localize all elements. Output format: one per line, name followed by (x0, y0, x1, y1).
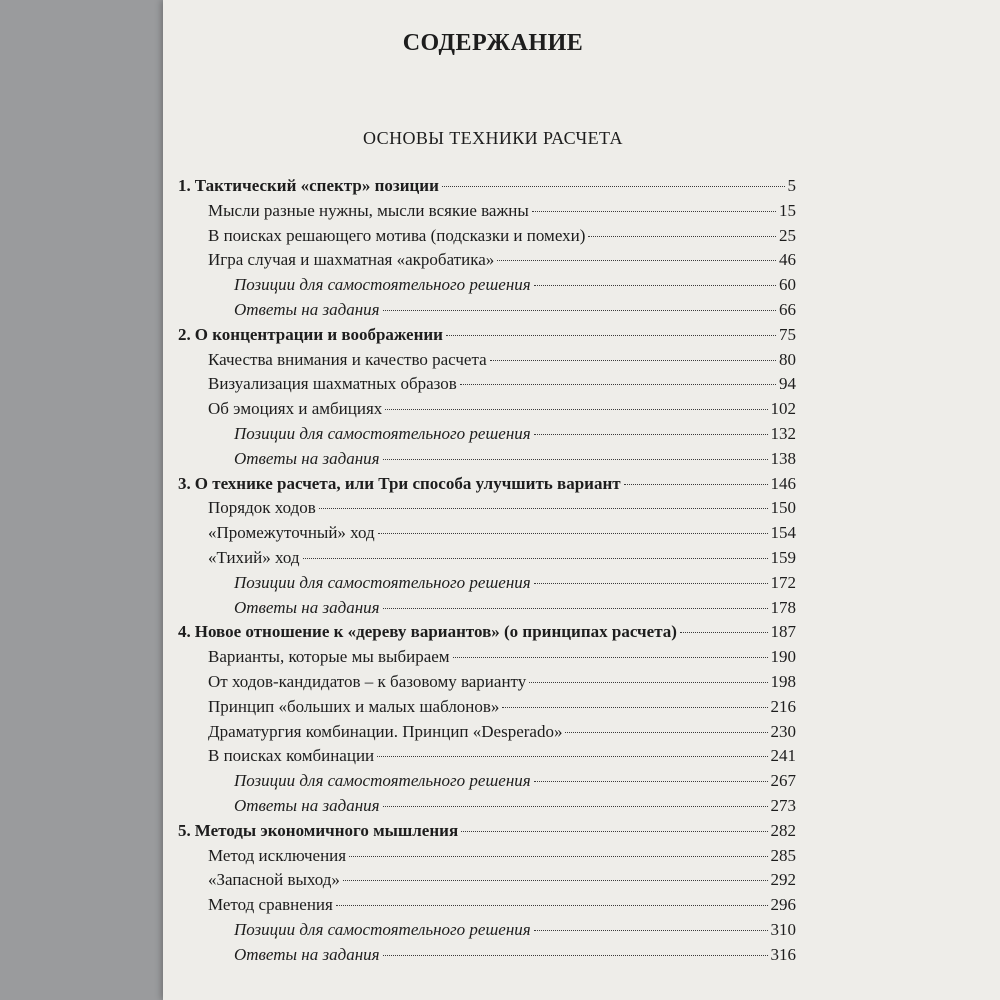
toc-entry-label: Принцип «больших и малых шаблонов» (208, 696, 500, 716)
toc-entry-label: Варианты, которые мы выбираем (208, 647, 450, 667)
page-title: СОДЕРЖАНИЕ (402, 30, 584, 56)
dot-leader (534, 930, 768, 931)
toc-page-number: 138 (770, 448, 796, 468)
dot-leader (343, 880, 768, 881)
toc-entry-label: Драматургия комбинации. Принцип «Desperado» (208, 721, 563, 741)
dot-leader (319, 508, 768, 509)
toc-entry-label: Тактический «спектр» позиции (194, 176, 439, 195)
dot-leader (565, 732, 767, 733)
dot-leader (377, 756, 767, 757)
dot-leader (680, 632, 768, 633)
toc-subsection-entry (178, 918, 796, 943)
toc-section-entry (178, 695, 796, 720)
toc-subsection-entry (178, 447, 796, 472)
toc-entry-label: Новое отношение к «дереву вариантов» (о принципах расчета) (194, 622, 677, 642)
toc-page-number: 150 (770, 498, 796, 518)
toc-page-number: 273 (770, 795, 796, 815)
dot-leader (534, 285, 776, 286)
toc-section-entry (178, 397, 796, 422)
toc-entry-label: В поисках комбинации (208, 746, 375, 766)
dot-leader (383, 310, 776, 311)
toc-chapter-number: 3. (178, 473, 191, 493)
toc-entry-label: Метод сравнения (208, 895, 333, 915)
toc-chapter-entry (178, 620, 796, 645)
dot-leader (497, 260, 776, 261)
toc-page-number: 159 (770, 547, 796, 567)
dot-leader (534, 781, 768, 782)
toc-entry-label: О концентрации и воображении (194, 324, 443, 344)
dot-leader (446, 335, 776, 336)
toc-page-number: 282 (770, 820, 796, 840)
toc-entry-label: Об эмоциях и амбициях (208, 399, 383, 419)
dot-leader (383, 608, 768, 609)
toc-section-entry (178, 868, 796, 893)
toc-page-number: 241 (770, 746, 796, 766)
toc-subsection-entry (178, 422, 796, 447)
toc-chapter-entry (178, 819, 796, 844)
toc-entry-label: «Запасной выход» (208, 870, 340, 890)
toc-section-entry (178, 496, 796, 521)
dot-leader (461, 831, 767, 832)
toc-page-number: 198 (770, 671, 796, 691)
toc-section-entry (178, 645, 796, 670)
toc-entry-label: Позиции для самостоятельного решения (234, 275, 531, 295)
toc-chapter-entry (178, 323, 796, 348)
toc-page-number: 5 (787, 176, 796, 195)
dot-leader (532, 211, 776, 212)
dot-leader (490, 360, 776, 361)
toc-section-entry (178, 348, 796, 373)
toc-page-number: 60 (779, 275, 796, 295)
toc-section-entry (178, 893, 796, 918)
dot-leader (529, 682, 767, 683)
toc-page-number: 94 (779, 374, 796, 394)
toc-entry-label: Ответы на задания (234, 299, 380, 319)
table-of-contents (178, 174, 796, 968)
dot-leader (588, 236, 776, 237)
toc-entry-label: Порядок ходов (208, 498, 316, 518)
part-title: ОСНОВЫ ТЕХНИКИ РАСЧЕТА (363, 128, 623, 148)
toc-page-number: 267 (770, 771, 796, 791)
toc-entry-label: Ответы на задания (234, 795, 380, 815)
dot-leader (349, 856, 767, 857)
dot-leader (383, 806, 768, 807)
dot-leader (383, 459, 768, 460)
toc-section-entry (178, 372, 796, 397)
toc-section-entry (178, 844, 796, 869)
dot-leader (336, 905, 768, 906)
toc-subsection-entry (178, 571, 796, 596)
toc-page-number: 46 (779, 250, 796, 270)
toc-entry-label: Мысли разные нужны, мысли всякие важны (208, 200, 529, 220)
toc-entry-label: В поисках решающего мотива (подсказки и помехи) (208, 225, 586, 245)
toc-subsection-entry (178, 273, 796, 298)
toc-section-entry (178, 199, 796, 224)
toc-entry-label: Ответы на задания (234, 944, 380, 964)
toc-entry-label: Методы экономичного мышления (194, 820, 459, 840)
toc-section-entry (178, 670, 796, 695)
dot-leader (383, 955, 768, 956)
toc-page-number: 296 (770, 895, 796, 915)
toc-page-number: 75 (779, 324, 796, 344)
toc-section-entry (178, 521, 796, 546)
toc-page-number: 178 (770, 597, 796, 617)
dot-leader (453, 657, 768, 658)
toc-entry-label: Визуализация шахматных образов (208, 374, 457, 394)
toc-entry-label: Ответы на задания (234, 448, 380, 468)
toc-entry-label: Позиции для самостоятельного решения (234, 423, 531, 443)
toc-page-number: 285 (770, 845, 796, 865)
dot-leader (624, 484, 768, 485)
toc-entry-label: Позиции для самостоятельного решения (234, 771, 531, 791)
dot-leader (460, 384, 776, 385)
toc-entry-label: Позиции для самостоятельного решения (234, 572, 531, 592)
dot-leader (534, 434, 768, 435)
toc-section-entry (178, 248, 796, 273)
toc-page-number: 102 (770, 399, 796, 419)
toc-entry-label: Метод исключения (208, 845, 347, 865)
toc-chapter-entry (178, 472, 796, 497)
toc-page-number: 80 (779, 349, 796, 369)
toc-page-number: 230 (770, 721, 796, 741)
toc-page-number: 66 (779, 299, 796, 319)
toc-chapter-number: 1. (178, 176, 191, 195)
toc-section-entry (178, 224, 796, 249)
toc-entry-label: Ответы на задания (234, 597, 380, 617)
toc-subsection-entry (178, 596, 796, 621)
toc-page-number: 15 (779, 200, 796, 220)
toc-section-entry (178, 744, 796, 769)
dot-leader (303, 558, 768, 559)
toc-entry-label: «Промежуточный» ход (208, 523, 375, 543)
toc-page-number: 310 (770, 919, 796, 939)
toc-page-number: 154 (770, 523, 796, 543)
dot-leader (502, 707, 767, 708)
toc-subsection-entry (178, 298, 796, 323)
toc-page-number: 292 (770, 870, 796, 890)
toc-entry-label: Качества внимания и качество расчета (208, 349, 487, 369)
toc-page-number: 172 (770, 572, 796, 592)
toc-section-entry (178, 720, 796, 745)
dot-leader (385, 409, 767, 410)
toc-chapter-number: 2. (178, 324, 191, 344)
toc-page-number: 187 (770, 622, 796, 642)
toc-entry-label: Позиции для самостоятельного решения (234, 919, 531, 939)
toc-section-entry (178, 546, 796, 571)
toc-entry-label: Игра случая и шахматная «акробатика» (208, 250, 495, 270)
toc-subsection-entry (178, 794, 796, 819)
toc-page-number: 25 (779, 225, 796, 245)
toc-chapter-number: 4. (178, 622, 191, 642)
toc-entry-label: О технике расчета, или Три способа улучшить вариант (194, 473, 621, 493)
toc-entry-label: «Тихий» ход (208, 547, 300, 567)
toc-page-number: 190 (770, 647, 796, 667)
toc-chapter-entry (178, 174, 796, 199)
dot-leader (534, 583, 768, 584)
toc-page-number: 216 (770, 696, 796, 716)
toc-subsection-entry (178, 769, 796, 794)
dot-leader (378, 533, 768, 534)
toc-page-number: 316 (770, 944, 796, 964)
toc-subsection-entry (178, 943, 796, 968)
toc-page-number: 132 (770, 423, 796, 443)
dot-leader (442, 186, 785, 187)
toc-chapter-number: 5. (178, 820, 191, 840)
toc-entry-label: От ходов-кандидатов – к базовому варианту (208, 671, 527, 691)
toc-page-number: 146 (770, 473, 796, 493)
